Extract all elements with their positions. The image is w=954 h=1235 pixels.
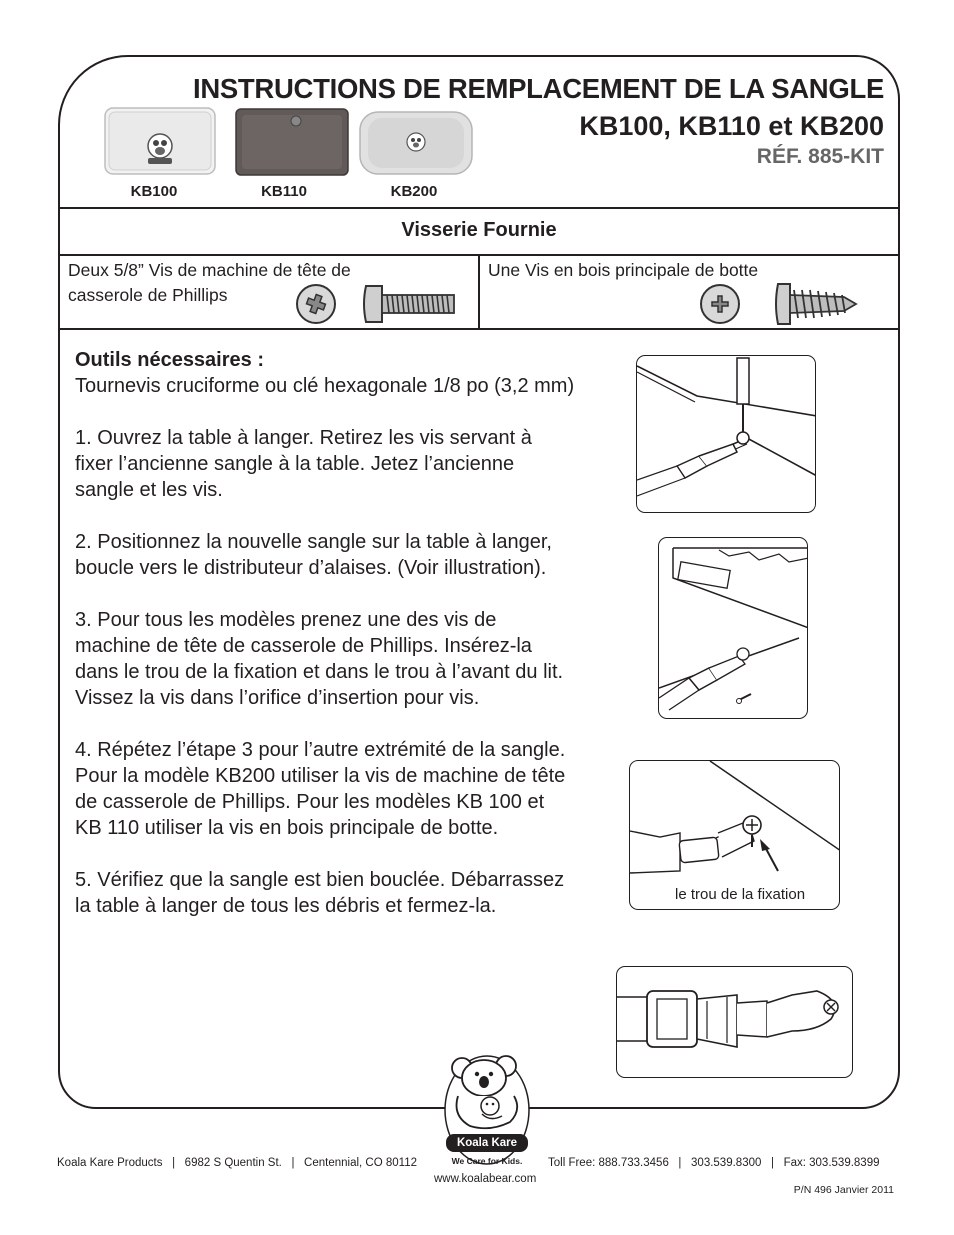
footer-city: Centennial, CO 80112 [304, 1157, 417, 1169]
divider [59, 207, 899, 209]
divider [59, 328, 899, 330]
illustration-position-strap [658, 537, 808, 719]
illustration-fixation-hole [629, 760, 840, 910]
hardware-title: Visserie Fournie [401, 219, 557, 241]
wood-screw-head-icon [698, 282, 742, 331]
reference-number: RÉF. 885-KIT [756, 145, 884, 168]
wood-screw-side-icon [774, 280, 860, 333]
footer-toll-free: Toll Free: 888.733.3456 [548, 1157, 669, 1169]
footer-company: Koala Kare Products [57, 1157, 163, 1169]
tools-header: Outils nécessaires : [75, 349, 264, 371]
footer-contact: Koala Kare Products | 6982 S Quentin St. | Centennial, CO 80112 [57, 1157, 417, 1169]
koala-kare-logo [440, 1052, 534, 1175]
footer-phone: 303.539.8300 [691, 1157, 762, 1169]
machine-screw-side-icon [360, 282, 460, 331]
footer-phones: Toll Free: 888.733.3456 | 303.539.8300 | Fax: 303.539.8399 [548, 1157, 880, 1169]
step-2: 2. Positionnez la nouvelle sangle sur la table à langer, boucle vers le distributeur d’alaises. (Voir illustration). [75, 531, 552, 579]
logo-tagline: We Care for Kids. [451, 1156, 523, 1166]
footer-website[interactable]: www.koalabear.com [434, 1173, 537, 1185]
illustration-remove-screw [636, 355, 816, 513]
kb200-product-image [358, 110, 474, 181]
machine-screw-head-icon [294, 282, 338, 331]
divider [478, 255, 480, 329]
machine-screw-description: Deux 5/8” Vis de machine de tête de casserole de Phillips [68, 260, 351, 305]
fixation-hole-label: le trou de la fixation [675, 886, 806, 903]
step-5: 5. Vérifiez que la sangle est bien bouclée. Débarrassez la table à langer de tous les débris et fermez-la. [75, 869, 565, 917]
footer-address: 6982 S Quentin St. [184, 1157, 282, 1169]
models-subtitle: KB100, KB110 et KB200 [579, 111, 884, 141]
kb200-label: KB200 [390, 183, 438, 200]
kb100-product-image [103, 106, 217, 181]
wood-screw-description: Une Vis en bois principale de botte [488, 260, 759, 280]
kb100-label: KB100 [130, 183, 178, 200]
step-1: 1. Ouvrez la table à langer. Retirez les vis servant à fixer l’ancienne sangle à la table. Jetez l’ancienne sangle et les vis. [75, 427, 532, 501]
step-3: 3. Pour tous les modèles prenez une des vis de machine de tête de casserole de Phillips. Insérez-la dans le trou de la fixation et dans le trou à l’avant du lit. Vissez la vis dans l’orifice d’insertion pour vis. [75, 609, 564, 709]
part-number: P/N 496 Janvier 2011 [793, 1184, 894, 1196]
kb110-label: KB110 [261, 183, 307, 200]
footer-fax: Fax: 303.539.8399 [783, 1157, 880, 1169]
page-title: INSTRUCTIONS DE REMPLACEMENT DE LA SANGLE [192, 73, 884, 104]
kb110-product-image [234, 107, 350, 182]
instructions [75, 347, 575, 945]
logo-brand: Koala Kare [456, 1137, 518, 1149]
tools-text: Tournevis cruciforme ou clé hexagonale 1/8 po (3,2 mm) [75, 375, 575, 397]
illustration-buckled-strap [616, 966, 853, 1078]
step-4: 4. Répétez l’étape 3 pour l’autre extrémité de la sangle. Pour la modèle KB200 utiliser la vis de machine de tête de casserole de Phillips. Pour les modèles KB 100 et KB 110 utiliser la vis en bois principale de botte. [75, 739, 566, 839]
